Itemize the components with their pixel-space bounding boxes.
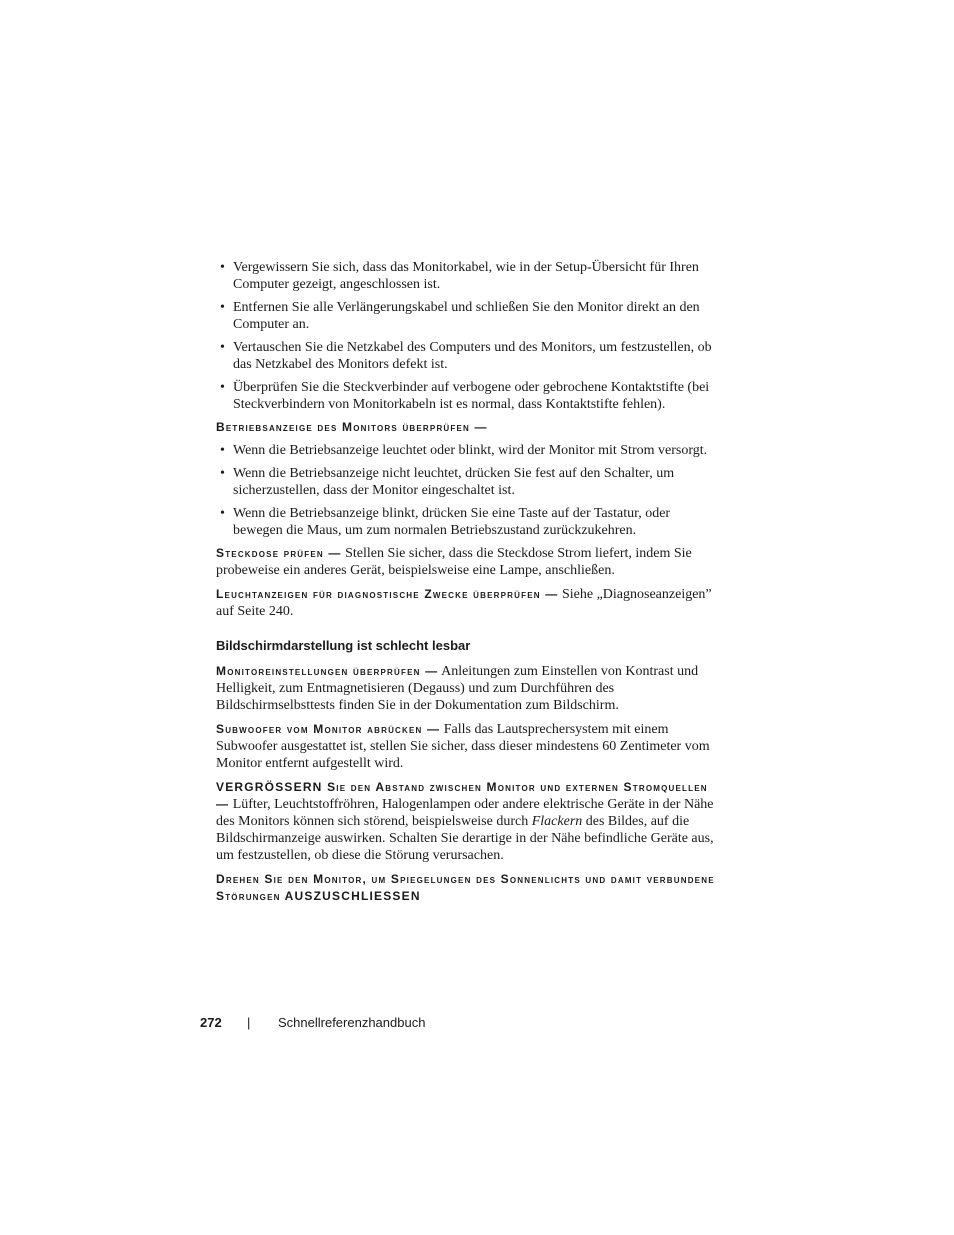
rotate-monitor-paragraph: [216, 871, 716, 905]
distance-paragraph: [216, 779, 716, 864]
power-light-lead: [216, 419, 716, 436]
list-item: • Wenn die Betriebsanzeige blinkt, drücken Sie eine Taste auf der Tastatur, oder bewegen die Maus, um zum normalen Betriebszustand zurückzukehren.: [216, 505, 716, 539]
emphasis-text: Flackern: [531, 814, 583, 829]
run-in-heading: Monitoreinstellungen überprüfen —: [216, 664, 439, 678]
paragraph-text: Stellen Sie sicher, dass die Steckdose Strom liefert, indem Sie probeweise ein anderes Gerät, beispielsweise eine Lampe, anschließen.: [216, 546, 692, 578]
monitor-cable-checklist: [216, 259, 716, 413]
list-item: • Vertauschen Sie die Netzkabel des Computers und des Monitors, um festzustellen, ob das Netzkabel des Monitors defekt ist.: [216, 339, 716, 373]
paragraph-text: Anleitungen zum Einstellen von Kontrast und Helligkeit, zum Entmagnetisieren (Degauss) und zum Durchführen des Bildschirmselbsttests finden Sie in der Dokumentation zum Bildschirm.: [216, 664, 699, 713]
outlet-check-paragraph: [216, 545, 716, 579]
monitor-settings-paragraph: [216, 663, 716, 714]
list-item: • Wenn die Betriebsanzeige leuchtet oder blinkt, wird der Monitor mit Strom versorgt.: [216, 442, 716, 459]
list-item: • Vergewissern Sie sich, dass das Monitorkabel, wie in der Setup-Übersicht für Ihren Computer gezeigt, angeschlossen ist.: [216, 259, 716, 293]
run-in-heading: Betriebsanzeige des Monitors überprüfen —: [216, 420, 488, 434]
paragraph-text: des Bildes, auf die Bildschirmanzeige auswirken. Schalten Sie derartige in der Nähe befindliche Geräte aus, um festzustellen, ob diese die Störung verursachen.: [216, 814, 714, 863]
page-number: 272: [200, 1015, 222, 1030]
paragraph-text: Falls das Lautsprechersystem mit einem Subwoofer ausgestattet ist, stellen Sie sicher, dass dieser mindestens 60 Zentimeter vom Monitor entfernt aufgestellt wird.: [216, 722, 710, 771]
list-item: • Überprüfen Sie die Steckverbinder auf verbogene oder gebrochene Kontaktstifte (bei Steckverbindern von Monitorkabeln ist es normal, dass Kontaktstifte fehlen).: [216, 379, 716, 413]
run-in-heading: Steckdose prüfen —: [216, 546, 342, 560]
subwoofer-paragraph: [216, 721, 716, 772]
run-in-heading: VERGRÖSSERN Sie den Abstand zwischen Monitor und externen Stromquellen —: [216, 780, 708, 811]
paragraph-text: Lüfter, Leuchtstoffröhren, Halogenlampen oder andere elektrische Geräte in der Nähe des Monitors können sich störend, beispielsweise durch: [216, 797, 714, 829]
page-content: [216, 259, 716, 912]
run-in-heading: Leuchtanzeigen für diagnostische Zwecke überprüfen —: [216, 587, 559, 601]
run-in-heading: Subwoofer vom Monitor abrücken —: [216, 722, 441, 736]
diagnostic-lights-paragraph: [216, 586, 716, 620]
power-light-checklist: [216, 442, 716, 539]
paragraph-text: Siehe „Diagnoseanzeigen” auf Seite 240.: [216, 587, 712, 619]
book-title: Schnellreferenzhandbuch: [278, 1015, 426, 1030]
section-heading: Bildschirmdarstellung ist schlecht lesbar: [216, 638, 471, 653]
list-item: • Entfernen Sie alle Verlängerungskabel und schließen Sie den Monitor direkt an den Computer an.: [216, 299, 716, 333]
run-in-heading: Drehen Sie den Monitor, um Spiegelungen des Sonnenlichts und damit verbundene Störungen AUSZUSCHLIESSEN: [216, 872, 715, 903]
list-item: • Wenn die Betriebsanzeige nicht leuchtet, drücken Sie fest auf den Schalter, um sicherzustellen, dass der Monitor eingeschaltet ist.: [216, 465, 716, 499]
footer-separator: |: [247, 1015, 251, 1030]
